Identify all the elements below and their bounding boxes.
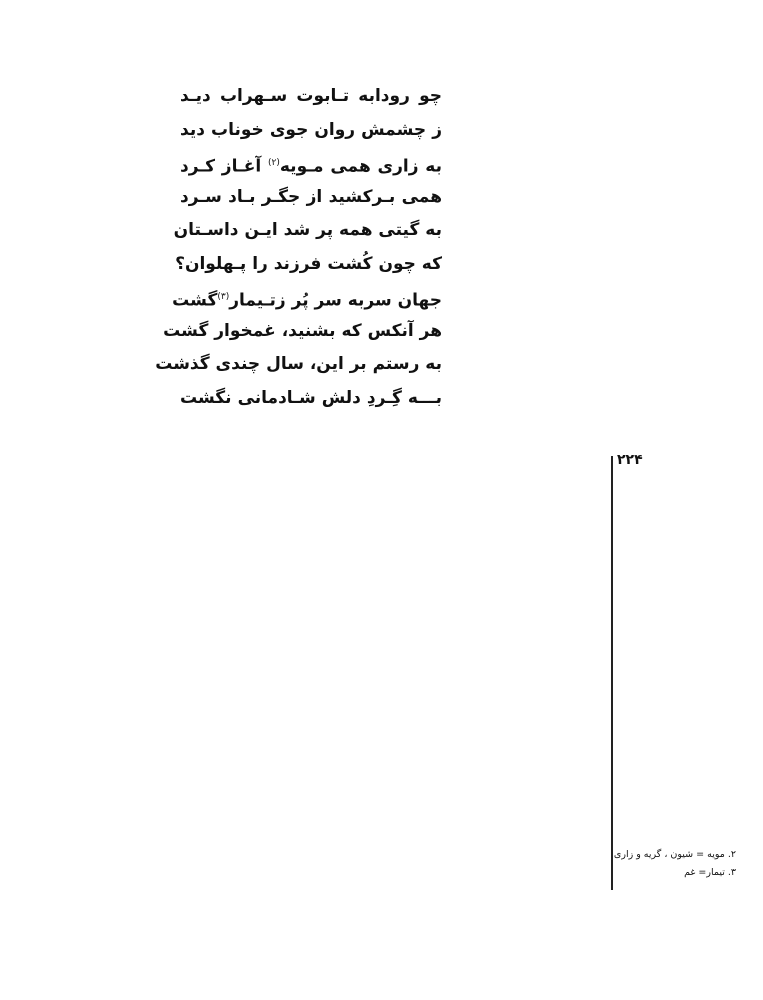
verse-line: همی بـرکشید از جگـر بـاد سـرد [180, 186, 442, 207]
verse-line [172, 281, 442, 315]
verse-line: هر آنکس که بشنید، غمخوار گشت [163, 320, 442, 341]
page-number: ۲۲۴ [617, 452, 643, 468]
verse-line: چو رودابه تـابوت سـهراب دیـد [180, 86, 442, 106]
verse-text: گشت [172, 290, 218, 311]
verse-line: که چون کُشت فرزند را پـهلوان؟ [175, 253, 442, 274]
verse-text: آغـاز کـرد [180, 156, 268, 177]
verse-line: ز چشمش روان جوی خوناب دید [180, 119, 442, 140]
footnote-ref: (۳) [217, 292, 230, 302]
footnote-item: ۲. مویه = شیون ، گریه و زاری [613, 849, 736, 860]
margin-rule [611, 456, 613, 890]
footnote-item: ۳. تیمار= غم [684, 867, 736, 878]
verse-line: به رستم بر این، سال چندی گذشت [155, 354, 442, 374]
footnote-ref: (۲) [268, 158, 280, 168]
verse-line: بـــه گِـردِ دلش شـادمانی نگشت [180, 387, 442, 408]
verse-text: به زاری همی مـویه [279, 156, 442, 177]
verse-line [180, 147, 442, 181]
verse-line: به گیتی همه پر شد ایـن داسـتان [173, 220, 442, 240]
footnotes [613, 846, 736, 882]
verse-text: جهان سربه سر پُر زتـیمار [229, 290, 442, 311]
poem-block [155, 80, 442, 415]
